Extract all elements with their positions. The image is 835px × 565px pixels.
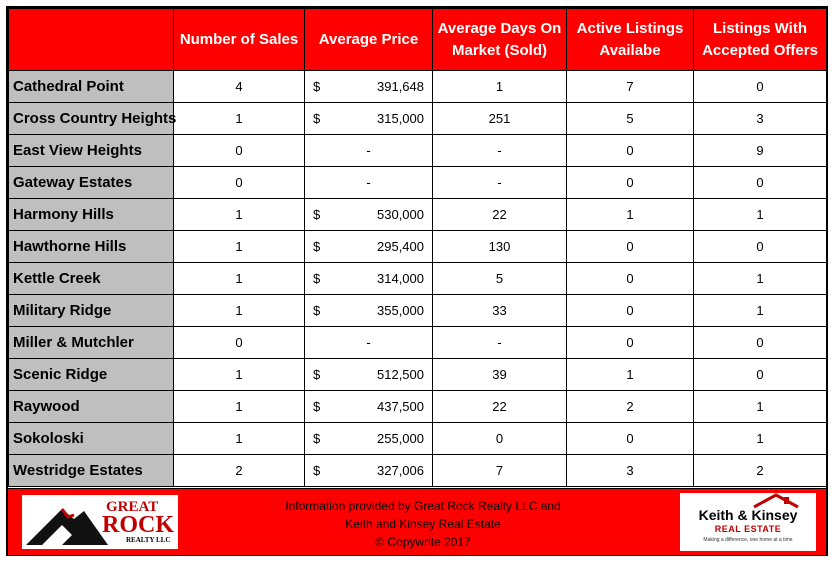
table-row bbox=[9, 199, 827, 231]
table-row bbox=[9, 263, 827, 295]
accepted-offers-cell: 0 bbox=[694, 327, 827, 359]
days-on-market-cell: - bbox=[433, 327, 567, 359]
price-amount: - bbox=[366, 335, 371, 350]
average-price-cell bbox=[305, 263, 433, 295]
footer-line: Information provided by Great Rock Realty LLC and bbox=[285, 499, 561, 513]
price-amount: 315,000 bbox=[377, 111, 424, 126]
table-row bbox=[9, 71, 827, 103]
header-corner bbox=[9, 9, 174, 71]
currency-symbol: $ bbox=[313, 239, 321, 254]
active-listings-cell: 0 bbox=[567, 135, 694, 167]
table-row bbox=[9, 359, 827, 391]
average-price-cell bbox=[305, 455, 433, 487]
price-amount: 530,000 bbox=[377, 207, 424, 222]
footer-line: © Copywrite 2017 bbox=[375, 535, 471, 549]
number-of-sales-cell: 1 bbox=[174, 199, 305, 231]
logo-kk-sub: REAL ESTATE bbox=[714, 524, 782, 534]
average-price-cell bbox=[305, 327, 433, 359]
neighborhood-name-cell: Westridge Estates bbox=[9, 455, 174, 487]
neighborhood-name-cell: Military Ridge bbox=[9, 295, 174, 327]
neighborhood-name-cell: Sokoloski bbox=[9, 423, 174, 455]
days-on-market-cell: 1 bbox=[433, 71, 567, 103]
currency-symbol: $ bbox=[313, 463, 321, 478]
number-of-sales-cell: 1 bbox=[174, 103, 305, 135]
neighborhood-name-cell: East View Heights bbox=[9, 135, 174, 167]
average-price-cell bbox=[305, 359, 433, 391]
neighborhood-name-cell: Cross Country Heights bbox=[9, 103, 174, 135]
active-listings-cell: 0 bbox=[567, 167, 694, 199]
active-listings-cell: 3 bbox=[567, 455, 694, 487]
currency-symbol: $ bbox=[313, 271, 321, 286]
header-row bbox=[9, 9, 827, 71]
average-price-cell bbox=[305, 423, 433, 455]
days-on-market-cell: 22 bbox=[433, 199, 567, 231]
price-amount: 355,000 bbox=[377, 303, 424, 318]
number-of-sales-cell: 1 bbox=[174, 391, 305, 423]
currency-symbol: $ bbox=[313, 207, 321, 222]
neighborhood-name-cell: Cathedral Point bbox=[9, 71, 174, 103]
column-header: Average Days On Market (Sold) bbox=[433, 9, 567, 71]
average-price-cell bbox=[305, 295, 433, 327]
days-on-market-cell: 22 bbox=[433, 391, 567, 423]
accepted-offers-cell: 3 bbox=[694, 103, 827, 135]
accepted-offers-cell: 1 bbox=[694, 423, 827, 455]
currency-symbol: $ bbox=[313, 399, 321, 414]
table-row bbox=[9, 295, 827, 327]
logo-kk-tagline: Making a difference, one home at a time bbox=[703, 537, 793, 543]
number-of-sales-cell: 1 bbox=[174, 359, 305, 391]
column-header: Average Price bbox=[305, 9, 433, 71]
active-listings-cell: 2 bbox=[567, 391, 694, 423]
active-listings-cell: 0 bbox=[567, 295, 694, 327]
neighborhood-name-cell: Miller & Mutchler bbox=[9, 327, 174, 359]
price-amount: 327,006 bbox=[377, 463, 424, 478]
currency-symbol: $ bbox=[313, 79, 321, 94]
average-price-cell bbox=[305, 391, 433, 423]
table-row bbox=[9, 231, 827, 263]
price-amount: 255,000 bbox=[377, 431, 424, 446]
neighborhood-name-cell: Harmony Hills bbox=[9, 199, 174, 231]
days-on-market-cell: 251 bbox=[433, 103, 567, 135]
footer-bar bbox=[8, 488, 826, 555]
accepted-offers-cell: 0 bbox=[694, 359, 827, 391]
days-on-market-cell: - bbox=[433, 167, 567, 199]
neighborhood-name-cell: Raywood bbox=[9, 391, 174, 423]
active-listings-cell: 0 bbox=[567, 263, 694, 295]
days-on-market-cell: 5 bbox=[433, 263, 567, 295]
column-header: Listings With Accepted Offers bbox=[694, 9, 827, 71]
table-row bbox=[9, 423, 827, 455]
number-of-sales-cell: 0 bbox=[174, 135, 305, 167]
table-row bbox=[9, 135, 827, 167]
average-price-cell bbox=[305, 167, 433, 199]
accepted-offers-cell: 0 bbox=[694, 167, 827, 199]
active-listings-cell: 7 bbox=[567, 71, 694, 103]
active-listings-cell: 0 bbox=[567, 231, 694, 263]
table-row bbox=[9, 167, 827, 199]
active-listings-cell: 1 bbox=[567, 359, 694, 391]
number-of-sales-cell: 2 bbox=[174, 455, 305, 487]
great-rock-realty-logo bbox=[22, 495, 178, 549]
number-of-sales-cell: 0 bbox=[174, 327, 305, 359]
accepted-offers-cell: 9 bbox=[694, 135, 827, 167]
average-price-cell bbox=[305, 199, 433, 231]
price-amount: 314,000 bbox=[377, 271, 424, 286]
number-of-sales-cell: 0 bbox=[174, 167, 305, 199]
logo-kk-name: Keith & Kinsey bbox=[698, 507, 798, 523]
market-stats-table bbox=[8, 8, 827, 487]
days-on-market-cell: 39 bbox=[433, 359, 567, 391]
currency-symbol: $ bbox=[313, 431, 321, 446]
days-on-market-cell: 33 bbox=[433, 295, 567, 327]
table-row bbox=[9, 103, 827, 135]
accepted-offers-cell: 1 bbox=[694, 199, 827, 231]
number-of-sales-cell: 1 bbox=[174, 295, 305, 327]
neighborhood-name-cell: Hawthorne Hills bbox=[9, 231, 174, 263]
neighborhood-name-cell: Kettle Creek bbox=[9, 263, 174, 295]
footer-line: Keith and Kinsey Real Estate bbox=[345, 517, 501, 531]
price-amount: 437,500 bbox=[377, 399, 424, 414]
active-listings-cell: 1 bbox=[567, 199, 694, 231]
neighborhood-name-cell: Scenic Ridge bbox=[9, 359, 174, 391]
market-table-frame bbox=[6, 6, 828, 556]
currency-symbol: $ bbox=[313, 111, 321, 126]
keith-kinsey-logo bbox=[680, 493, 816, 551]
table-row bbox=[9, 327, 827, 359]
price-amount: 512,500 bbox=[377, 367, 424, 382]
price-amount: 391,648 bbox=[377, 79, 424, 94]
currency-symbol: $ bbox=[313, 303, 321, 318]
table-row bbox=[9, 455, 827, 487]
currency-symbol: $ bbox=[313, 367, 321, 382]
number-of-sales-cell: 1 bbox=[174, 423, 305, 455]
neighborhood-name-cell: Gateway Estates bbox=[9, 167, 174, 199]
price-amount: 295,400 bbox=[377, 239, 424, 254]
accepted-offers-cell: 0 bbox=[694, 231, 827, 263]
column-header: Active Listings Availabe bbox=[567, 9, 694, 71]
days-on-market-cell: 7 bbox=[433, 455, 567, 487]
number-of-sales-cell: 4 bbox=[174, 71, 305, 103]
days-on-market-cell: 130 bbox=[433, 231, 567, 263]
accepted-offers-cell: 1 bbox=[694, 263, 827, 295]
average-price-cell bbox=[305, 231, 433, 263]
price-amount: - bbox=[366, 143, 371, 158]
accepted-offers-cell: 2 bbox=[694, 455, 827, 487]
average-price-cell bbox=[305, 71, 433, 103]
logo-rock-text: ROCK bbox=[102, 512, 174, 538]
accepted-offers-cell: 1 bbox=[694, 391, 827, 423]
number-of-sales-cell: 1 bbox=[174, 263, 305, 295]
active-listings-cell: 0 bbox=[567, 327, 694, 359]
active-listings-cell: 0 bbox=[567, 423, 694, 455]
footer-credits bbox=[258, 497, 588, 551]
table-row bbox=[9, 391, 827, 423]
average-price-cell bbox=[305, 103, 433, 135]
logo-realty-text: REALTY LLC bbox=[126, 536, 171, 544]
days-on-market-cell: 0 bbox=[433, 423, 567, 455]
logo-great-text: GREAT bbox=[106, 499, 159, 515]
days-on-market-cell: - bbox=[433, 135, 567, 167]
accepted-offers-cell: 0 bbox=[694, 71, 827, 103]
number-of-sales-cell: 1 bbox=[174, 231, 305, 263]
active-listings-cell: 5 bbox=[567, 103, 694, 135]
price-amount: - bbox=[366, 175, 371, 190]
accepted-offers-cell: 1 bbox=[694, 295, 827, 327]
average-price-cell bbox=[305, 135, 433, 167]
column-header: Number of Sales bbox=[174, 9, 305, 71]
